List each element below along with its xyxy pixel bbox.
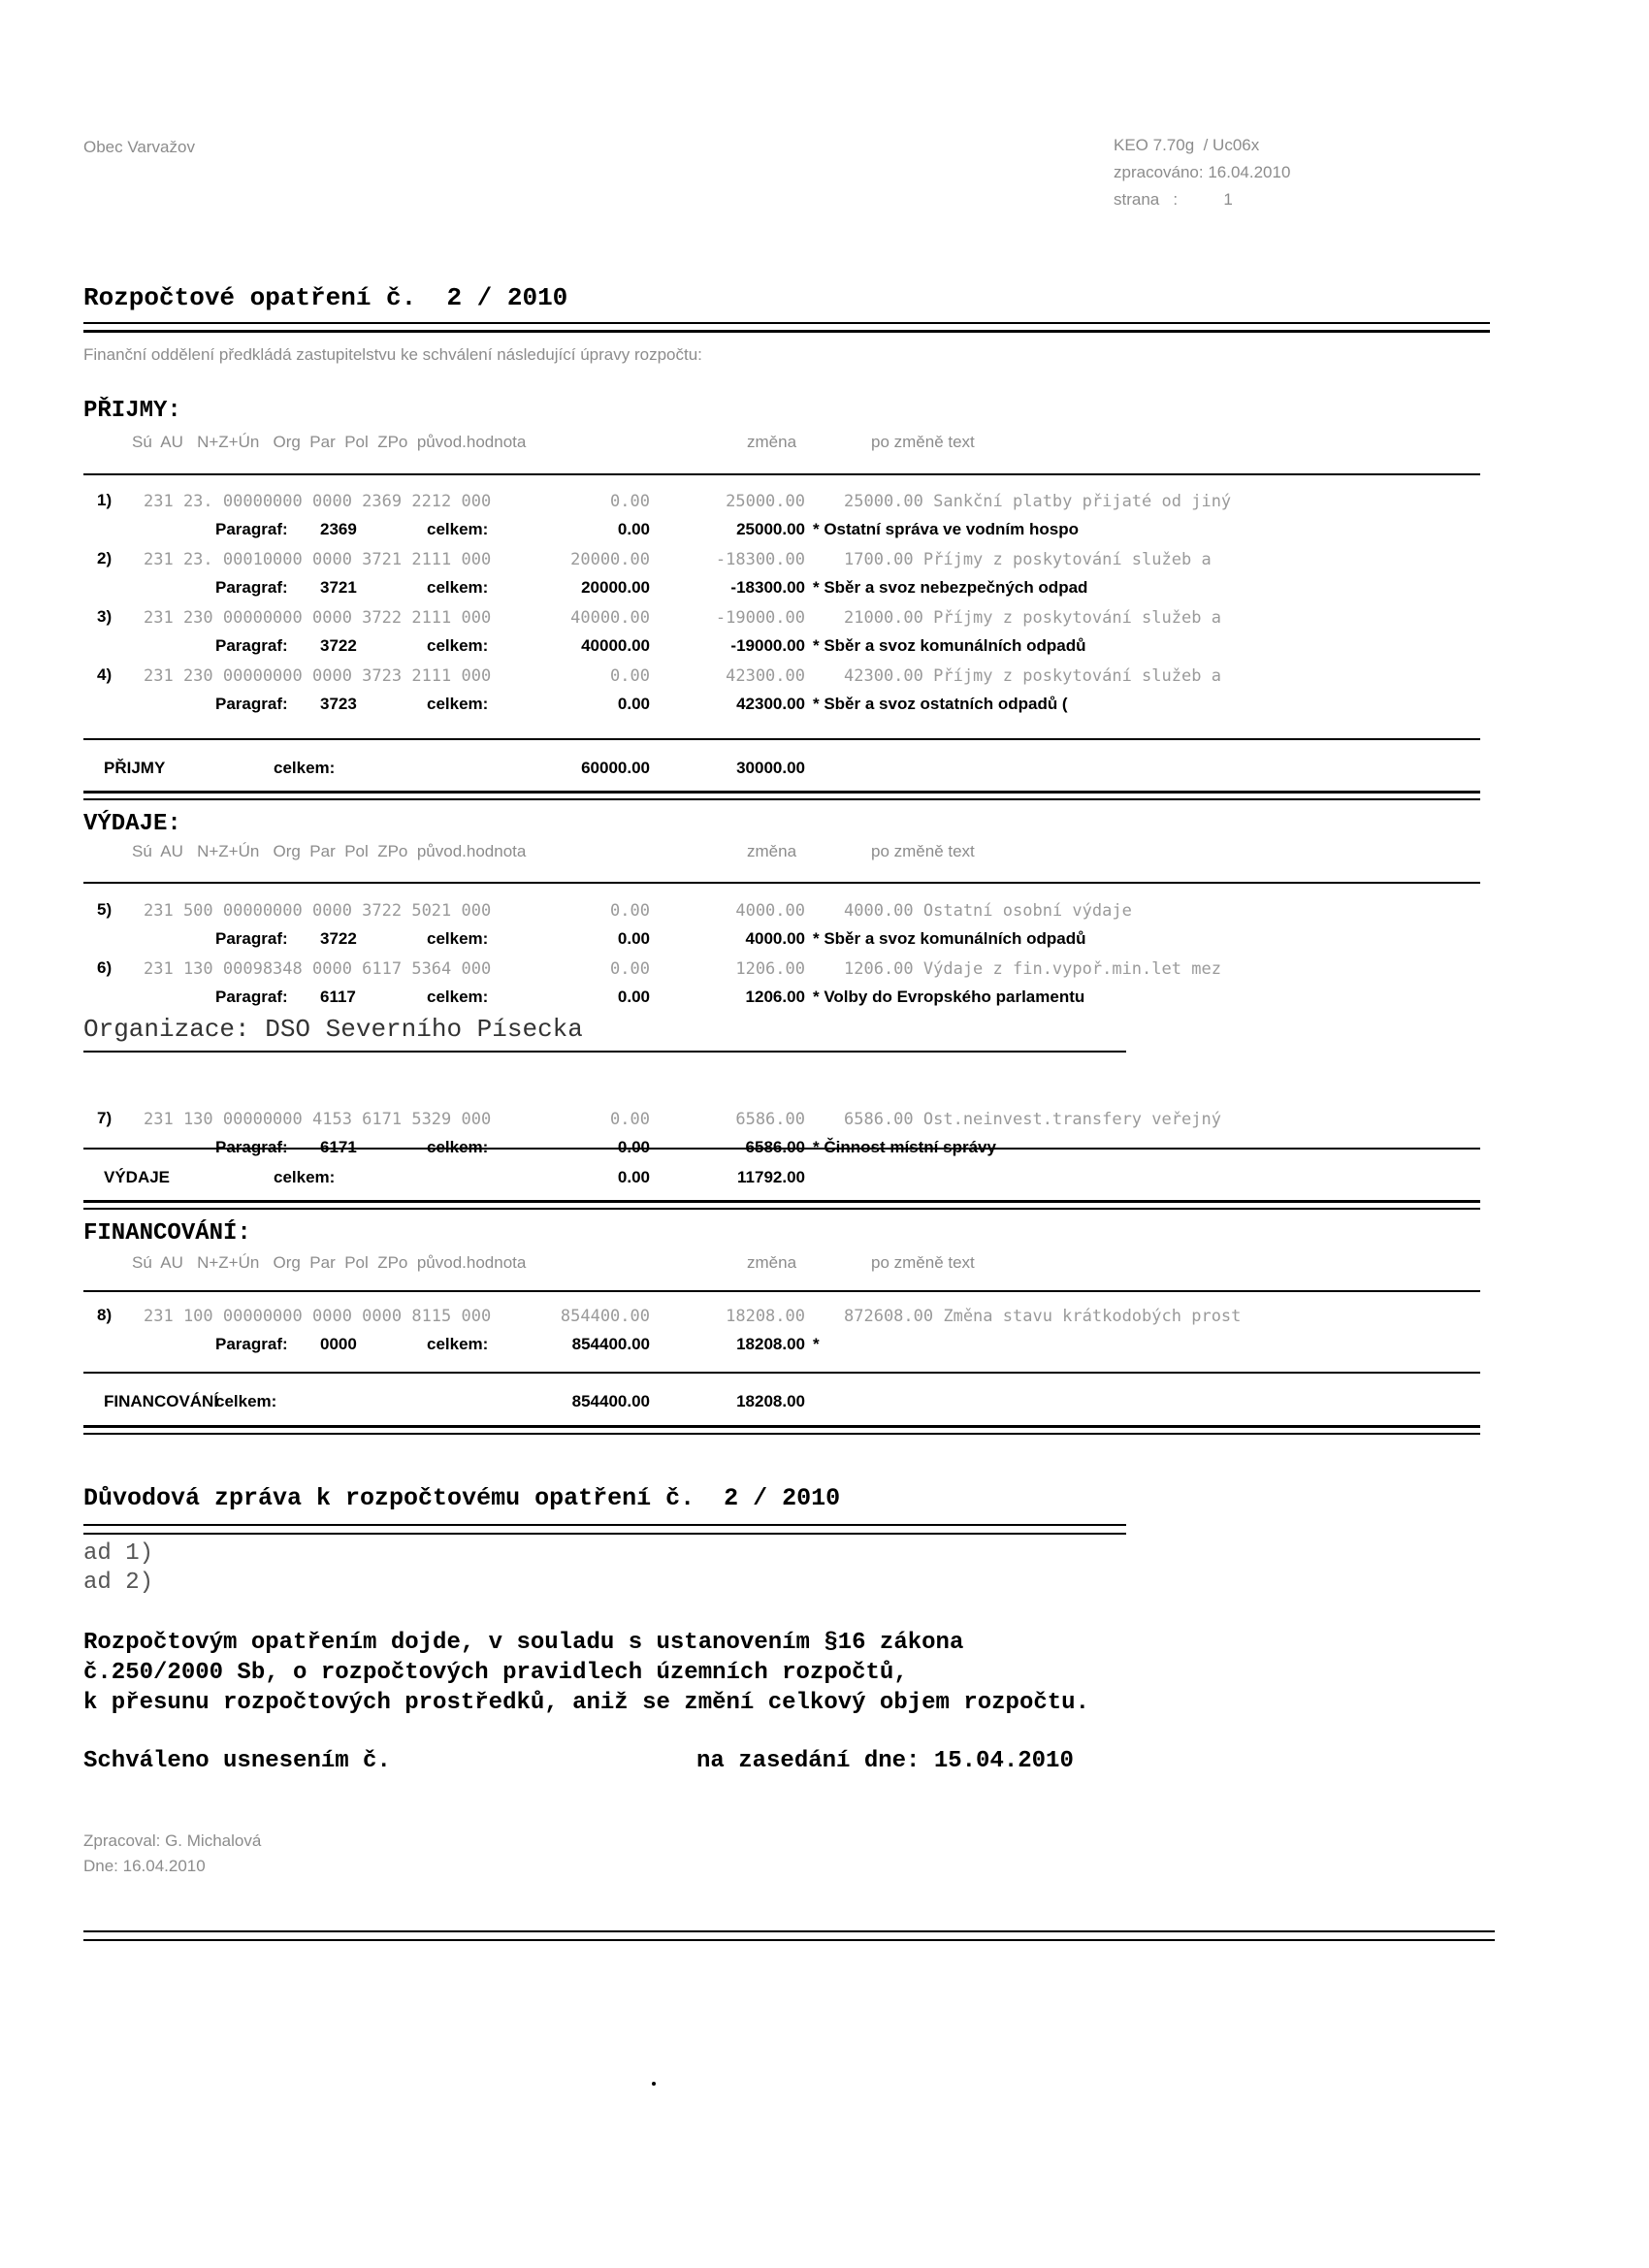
divider	[83, 473, 1480, 475]
divider	[83, 1939, 1495, 1941]
section-total-orig: 0.00	[617, 1168, 650, 1186]
section-title-financovani: FINANCOVÁNÍ:	[83, 1220, 251, 1247]
report-paragraph-line-1: Rozpočtovým opatřením dojde, v souladu s ustanovením §16 zákona	[83, 1630, 964, 1656]
item-original-value: 854400.00	[560, 1307, 650, 1326]
section-total-orig: 60000.00	[581, 759, 650, 777]
paragraf-code: 3722	[320, 636, 357, 655]
section-title-vydaje: VÝDAJE:	[83, 811, 181, 837]
divider	[83, 322, 1490, 324]
item-account-code: 231 100 00000000 0000 0000 8115 000	[144, 1307, 492, 1326]
section-total-celkem: celkem:	[274, 759, 336, 777]
divider	[83, 882, 1480, 884]
paragraf-celkem: celkem:	[427, 695, 489, 713]
paragraf-change-total: 4000.00	[745, 929, 805, 948]
section-total-label: FINANCOVÁNÍ	[104, 1392, 219, 1410]
paragraf-text: * Sběr a svoz nebezpečných odpad	[813, 578, 1088, 597]
section-total-orig: 854400.00	[571, 1392, 650, 1410]
paragraf-change-total: 25000.00	[736, 520, 805, 538]
paragraf-celkem: celkem:	[427, 929, 489, 948]
paragraf-original-total: 20000.00	[581, 578, 650, 597]
section-total-label: VÝDAJE	[104, 1168, 171, 1186]
processed-date: zpracováno: 16.04.2010	[1114, 163, 1291, 181]
item-change-value: 25000.00	[726, 492, 805, 511]
paragraf-code: 0000	[320, 1335, 357, 1353]
item-number: 6)	[97, 958, 113, 977]
system-version: KEO 7.70g / Uc06x	[1114, 136, 1260, 154]
section-total-change: 30000.00	[736, 759, 805, 777]
report-paragraph-line-2: č.250/2000 Sb, o rozpočtových pravidlech územních rozpočtů,	[83, 1660, 908, 1686]
column-header-zmena: změna	[747, 842, 797, 860]
paragraf-original-total: 0.00	[617, 929, 650, 948]
paragraf-text: * Sběr a svoz komunálních odpadů	[813, 929, 1086, 948]
paragraf-code: 2369	[320, 520, 357, 538]
column-header-text: po změně text	[871, 433, 975, 451]
item-original-value: 0.00	[610, 492, 650, 511]
section-total-change: 11792.00	[737, 1168, 805, 1186]
item-after-text: 6586.00 Ost.neinvest.transfery veřejný	[844, 1110, 1221, 1129]
item-number: 7)	[97, 1109, 113, 1127]
item-after-text: 1700.00 Příjmy z poskytování služeb a	[844, 550, 1212, 569]
paragraf-original-total: 854400.00	[571, 1335, 650, 1353]
section-total-celkem: celkem:	[215, 1392, 277, 1410]
page-number: strana : 1	[1114, 190, 1233, 209]
item-original-value: 40000.00	[570, 608, 650, 628]
prepared-date: Dne: 16.04.2010	[83, 1857, 206, 1875]
section-title-prijmy: PŘIJMY:	[83, 398, 181, 424]
paragraf-change-total: 42300.00	[736, 695, 805, 713]
item-after-text: 1206.00 Výdaje z fin.vypoř.min.let mez	[844, 959, 1221, 979]
item-after-text: 872608.00 Změna stavu krátkodobých prost	[844, 1307, 1242, 1326]
item-account-code: 231 130 00000000 4153 6171 5329 000	[144, 1110, 492, 1129]
approved-label: Schváleno usnesením č.	[83, 1748, 391, 1774]
divider	[83, 791, 1480, 794]
divider	[83, 798, 1480, 800]
municipality-name: Obec Varvažov	[83, 138, 195, 156]
divider	[83, 1524, 1126, 1526]
paragraf-original-total: 0.00	[617, 520, 650, 538]
item-after-text: 42300.00 Příjmy z poskytování služeb a	[844, 666, 1221, 686]
paragraf-original-total: 0.00	[617, 695, 650, 713]
report-title: Důvodová zpráva k rozpočtovému opatření č. 2 / 2010	[83, 1484, 841, 1512]
item-original-value: 0.00	[610, 901, 650, 921]
dot-mark	[652, 2082, 656, 2086]
column-header: Sú AU N+Z+Ún Org Par Pol ZPo původ.hodnota	[132, 433, 527, 451]
paragraf-code: 3721	[320, 578, 357, 597]
paragraf-label: Paragraf:	[215, 520, 288, 538]
item-account-code: 231 500 00000000 0000 3722 5021 000	[144, 901, 492, 921]
item-change-value: -18300.00	[715, 550, 805, 569]
item-number: 2)	[97, 549, 113, 567]
item-original-value: 0.00	[610, 1110, 650, 1129]
item-account-code: 231 23. 00000000 0000 2369 2212 000	[144, 492, 492, 511]
column-header: Sú AU N+Z+Ún Org Par Pol ZPo původ.hodnota	[132, 1253, 527, 1272]
paragraf-code: 6117	[320, 988, 356, 1006]
column-header-zmena: změna	[747, 1253, 797, 1272]
item-account-code: 231 230 00000000 0000 3723 2111 000	[144, 666, 492, 686]
item-original-value: 0.00	[610, 959, 650, 979]
item-after-text: 4000.00 Ostatní osobní výdaje	[844, 901, 1132, 921]
paragraf-text: * Sběr a svoz komunálních odpadů	[813, 636, 1086, 655]
paragraf-change-total: 1206.00	[745, 988, 805, 1006]
paragraf-change-total: -18300.00	[730, 578, 805, 597]
item-after-text: 21000.00 Příjmy z poskytování služeb a	[844, 608, 1221, 628]
paragraf-celkem: celkem:	[427, 578, 489, 597]
item-original-value: 20000.00	[570, 550, 650, 569]
paragraf-label: Paragraf:	[215, 636, 288, 655]
paragraf-original-total: 40000.00	[581, 636, 650, 655]
divider	[83, 1372, 1480, 1374]
paragraf-code: 3722	[320, 929, 357, 948]
divider	[83, 1425, 1480, 1428]
divider	[83, 1290, 1480, 1292]
item-number: 4)	[97, 665, 113, 684]
divider	[83, 1533, 1126, 1535]
ad-1: ad 1)	[83, 1540, 154, 1567]
ad-2: ad 2)	[83, 1570, 154, 1596]
divider	[83, 1208, 1480, 1210]
paragraf-change-total: 18208.00	[736, 1335, 805, 1353]
divider	[83, 1433, 1480, 1435]
item-account-code: 231 230 00000000 0000 3722 2111 000	[144, 608, 492, 628]
paragraf-text: * Volby do Evropského parlamentu	[813, 988, 1085, 1006]
organization-label: Organizace: DSO Severního Písecka	[83, 1015, 583, 1044]
prepared-by: Zpracoval: G. Michalová	[83, 1831, 262, 1850]
item-change-value: -19000.00	[715, 608, 805, 628]
intro-text: Finanční oddělení předkládá zastupitelstvu ke schválení následující úpravy rozpočtu:	[83, 345, 702, 364]
paragraf-celkem: celkem:	[427, 520, 489, 538]
paragraf-text: * Ostatní správa ve vodním hospo	[813, 520, 1079, 538]
page-title: Rozpočtové opatření č. 2 / 2010	[83, 283, 568, 312]
item-change-value: 42300.00	[726, 666, 805, 686]
item-change-value: 1206.00	[735, 959, 805, 979]
item-account-code: 231 130 00098348 0000 6117 5364 000	[144, 959, 492, 979]
section-total-celkem: celkem:	[274, 1168, 336, 1186]
column-header-text: po změně text	[871, 842, 975, 860]
paragraf-original-total: 0.00	[617, 988, 650, 1006]
paragraf-label: Paragraf:	[215, 1335, 288, 1353]
item-number: 3)	[97, 607, 113, 626]
paragraf-celkem: celkem:	[427, 988, 489, 1006]
paragraf-celkem: celkem:	[427, 1335, 489, 1353]
column-header-zmena: změna	[747, 433, 797, 451]
column-header: Sú AU N+Z+Ún Org Par Pol ZPo původ.hodnota	[132, 842, 527, 860]
item-change-value: 18208.00	[726, 1307, 805, 1326]
item-account-code: 231 23. 00010000 0000 3721 2111 000	[144, 550, 492, 569]
paragraf-change-total: -19000.00	[730, 636, 805, 655]
divider	[83, 330, 1490, 333]
column-header-text: po změně text	[871, 1253, 975, 1272]
paragraf-label: Paragraf:	[215, 695, 288, 713]
item-number: 5)	[97, 900, 113, 919]
section-total-change: 18208.00	[736, 1392, 805, 1410]
divider	[83, 1148, 1480, 1150]
divider	[83, 1051, 1126, 1053]
item-original-value: 0.00	[610, 666, 650, 686]
divider	[83, 1200, 1480, 1203]
item-number: 8)	[97, 1306, 113, 1324]
paragraf-label: Paragraf:	[215, 578, 288, 597]
item-change-value: 6586.00	[735, 1110, 805, 1129]
divider	[83, 738, 1480, 740]
paragraf-code: 3723	[320, 695, 357, 713]
item-number: 1)	[97, 491, 113, 509]
item-change-value: 4000.00	[735, 901, 805, 921]
paragraf-label: Paragraf:	[215, 988, 288, 1006]
meeting-date: na zasedání dne: 15.04.2010	[696, 1748, 1074, 1774]
divider	[83, 1930, 1495, 1932]
item-after-text: 25000.00 Sankční platby přijaté od jiný	[844, 492, 1232, 511]
paragraf-label: Paragraf:	[215, 929, 288, 948]
paragraf-celkem: celkem:	[427, 636, 489, 655]
report-paragraph-line-3: k přesunu rozpočtových prostředků, aniž se změní celkový objem rozpočtu.	[83, 1690, 1089, 1716]
section-total-label: PŘIJMY	[104, 759, 166, 777]
paragraf-text: * Sběr a svoz ostatních odpadů (	[813, 695, 1068, 713]
paragraf-text: *	[813, 1335, 820, 1353]
